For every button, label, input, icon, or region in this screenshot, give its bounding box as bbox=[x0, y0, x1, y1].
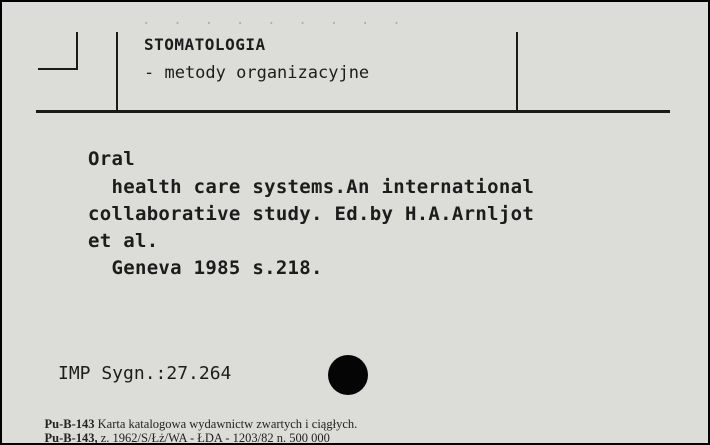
footer-code: Pu-B-143, bbox=[44, 431, 98, 443]
subject-heading: STOMATOLOGIA bbox=[144, 35, 266, 54]
entry-line: health care systems.An international bbox=[88, 176, 535, 198]
call-number: IMP Sygn.:27.264 bbox=[58, 363, 232, 384]
punch-hole bbox=[328, 355, 368, 395]
heading-rule-right bbox=[516, 32, 518, 112]
footer-text: Karta katalogowa wydawnictw zwartych i ciągłych. bbox=[97, 417, 358, 431]
footer-line-2 bbox=[32, 416, 330, 443]
entry-line: et al. bbox=[88, 230, 159, 252]
entry-line: Geneva 1985 s.218. bbox=[88, 257, 323, 279]
catalog-card bbox=[2, 2, 708, 443]
heading-underline bbox=[36, 110, 670, 113]
entry-line: collaborative study. Ed.by H.A.Arnljot bbox=[88, 203, 535, 225]
footer-text: z. 1962/S/Łż/WA - ŁDA - 1203/82 n. 500 000 bbox=[100, 431, 330, 443]
heading-rule-left bbox=[116, 32, 118, 112]
subject-subheading: - metody organizacyjne bbox=[144, 63, 370, 83]
corner-bracket-horizontal bbox=[38, 68, 78, 70]
footer-code: Pu-B-143 bbox=[44, 417, 95, 431]
corner-bracket-vertical bbox=[76, 32, 78, 70]
entry-line: Oral bbox=[88, 148, 135, 170]
faded-overtyping: · · · · · · · · · bbox=[142, 16, 403, 32]
